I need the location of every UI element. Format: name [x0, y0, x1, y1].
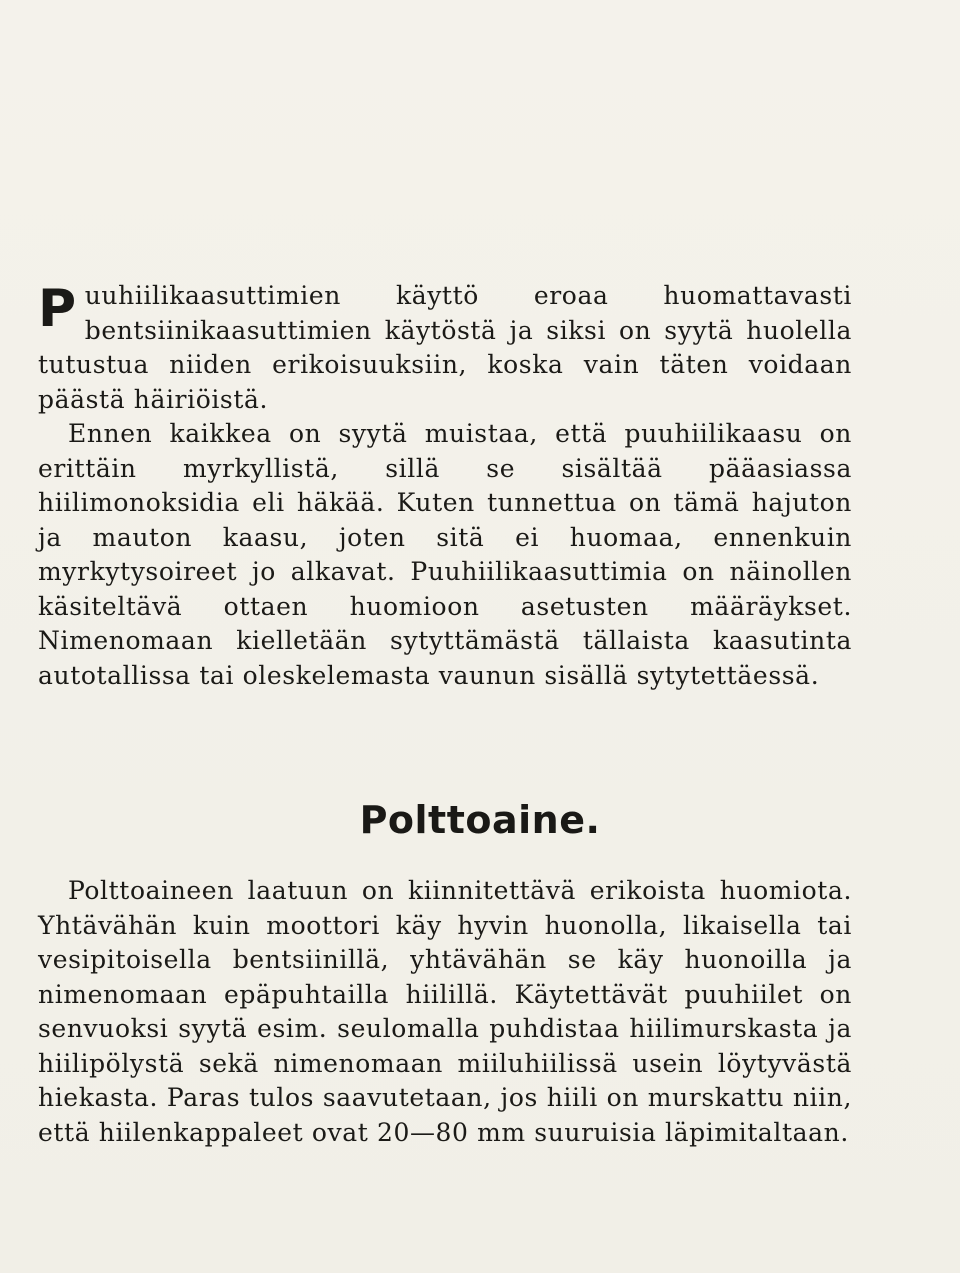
intro-paragraph-2: Ennen kaikkea on syytä muistaa, että puuhiilikaasu on erittäin myrkyllistä, sillä se sisältää pääasiassa hiilimonoksidia eli häkää. Kuten tunnettua on tämä hajuton ja mauton kaasu, joten sitä ei huomaa, ennenkuin myrkytysoireet jo alkavat. Puuhiilikaasuttimia on näinollen käsiteltävä ottaen huomioon asetusten määräykset. Nimenomaan kielletään sytyttämästä tällaista kaasutinta autotallissa tai oleskelemasta vaunun sisällä sytytettäessä. — [38, 419, 852, 690]
intro-text — [38, 279, 852, 693]
intro-paragraph-1: Puuhiilikaasuttimien käyttö eroaa huomattavasti bentsiinikaasuttimien käytöstä ja siksi on syytä huolella tutustua niiden erikoisuuksiin, koska vain täten voidaan päästä häiriöistä. — [38, 279, 852, 414]
section-heading: Polttoaine. — [359, 798, 601, 842]
section-text — [38, 874, 852, 1150]
section-paragraph: Polttoaineen laatuun on kiinnitettävä erikoista huomiota. Yhtävähän kuin moottori käy hyvin huonolla, likaisella tai vesipitoisella bentsiinillä, yhtävähän se käy huonoilla ja nimenomaan epäpuhtailla hiilillä. Käytettävät puuhiilet on senvuoksi syytä esim. seulomalla puhdistaa hiilimurskasta ja hiilipölystä sekä nimenomaan miiluhiilissä usein löytyvästä hiekasta. Paras tulos saavutetaan, jos hiili on murskattu niin, että hiilenkappaleet ovat 20—80 mm suuruisia läpimitaltaan. — [38, 876, 852, 1147]
